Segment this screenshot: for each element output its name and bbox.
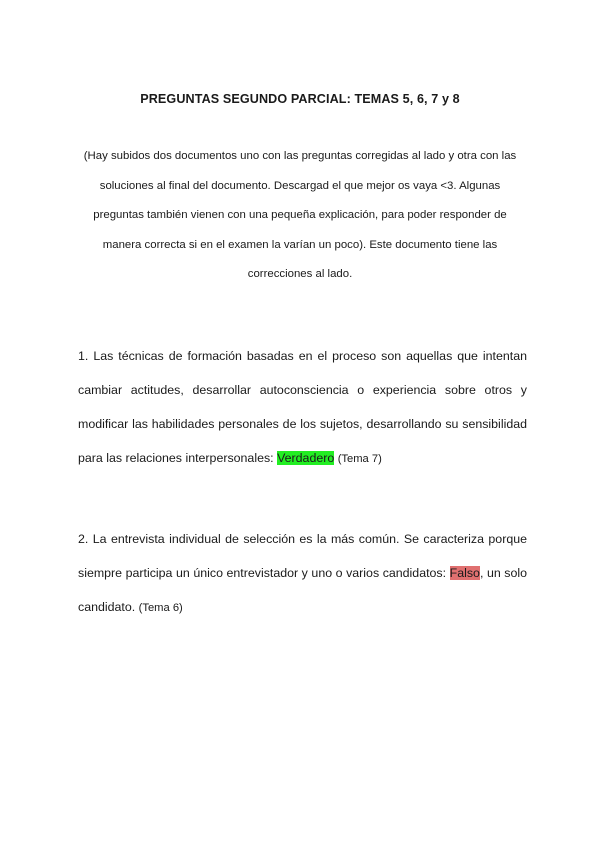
question-2-explanation: , un solo candidato. [78, 566, 528, 614]
document-intro: (Hay subidos dos documentos uno con las preguntas corregidas al lado y otra con las soluciones al final del documento. Descargad el que mejor os vaya <3. Algunas preguntas también vienen con una pequeña explicación, para poder responder de manera correcta si en el examen la varían un poco). Este documento tiene las correcciones al lado. [83, 150, 517, 281]
question-1-topic: (Tema 7) [337, 453, 382, 465]
question-1-text: 1. Las técnicas de formación basadas en el proceso son aquellas que intentan cambiar actitudes, desarrollar autoconsciencia o experiencia sobre otros y modificar las habilidades personales de los sujetos, desarrollando su sensibilidad para las relaciones interpersonales: [78, 349, 527, 465]
question-1 [78, 339, 527, 476]
question-2-topic: (Tema 6) [138, 602, 183, 614]
question-1-answer: Verdadero [277, 451, 335, 465]
question-2-text: 2. La entrevista individual de selección es la más común. Se caracteriza porque siempre participa un único entrevistador y uno o varios candidatos: [78, 532, 527, 580]
question-2 [78, 522, 527, 625]
document-title: PREGUNTAS SEGUNDO PARCIAL: TEMAS 5, 6, 7 y 8 [140, 92, 460, 106]
question-2-answer: Falso [449, 566, 480, 580]
